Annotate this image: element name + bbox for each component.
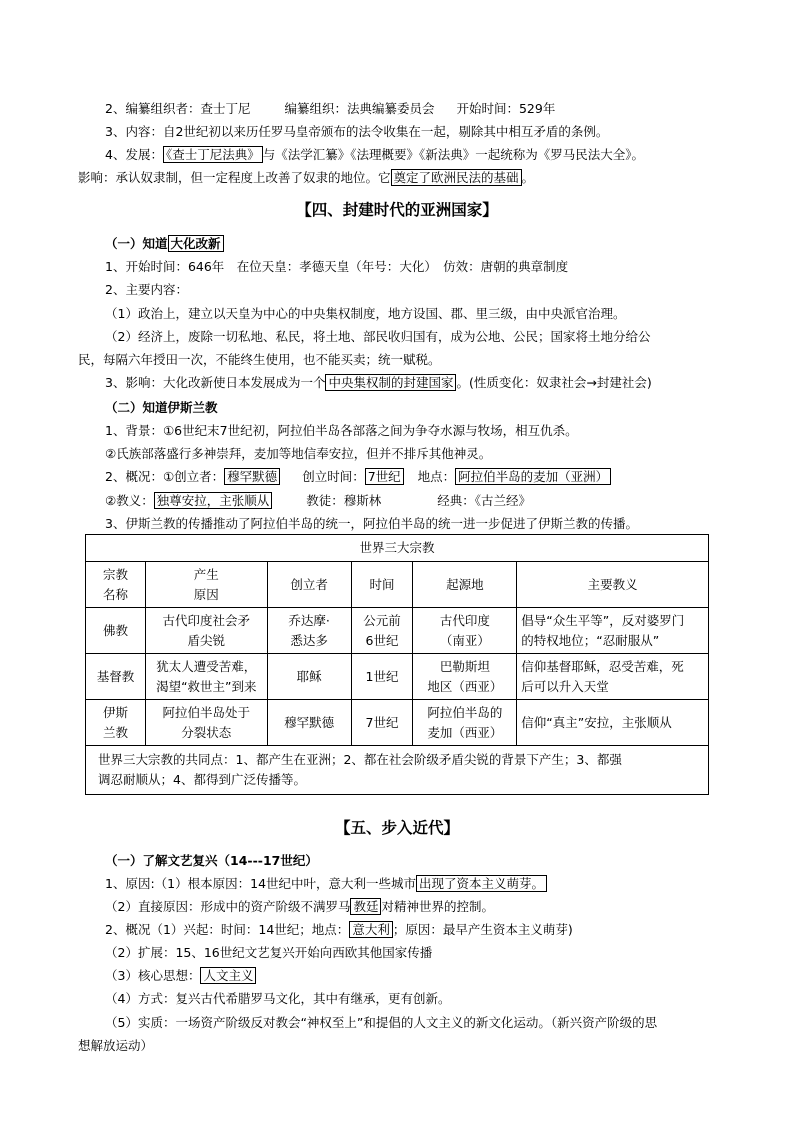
control-text: 对精神世界的控制。 xyxy=(381,899,494,914)
table-note: 世界三大宗教的共同点：1、都产生在亚洲；2、都在社会阶级矛盾尖锐的背景下产生；3、都强 调忍耐顺从；4、都得到广泛传播等。 xyxy=(86,746,709,795)
table-note-row xyxy=(86,746,709,795)
humanism-box: 人文主义 xyxy=(200,967,256,984)
taika-line-4: （2）经济上，废除一切私地、私民，将土地、部民收归国有，成为公地、公民；国家将土地分给公 xyxy=(105,329,651,344)
compiler-text: 2、编纂组织者：查士丁尼 xyxy=(105,101,251,116)
table-cell: 公元前 6世纪 xyxy=(351,608,413,654)
table-cell: 基督教 xyxy=(86,654,146,700)
italy-box: 意大利 xyxy=(349,921,393,938)
table-cell: 古代印度社会矛 盾尖锐 xyxy=(145,608,267,654)
table-cell: 穆罕默德 xyxy=(267,700,351,746)
feudal-state-box: 中央集权制的封建国家 xyxy=(325,374,456,391)
table-cell: 倡导“众生平等”，反对婆罗门 的特权地位；“忍耐服从” xyxy=(517,608,709,654)
taika-box: 大化改新 xyxy=(168,235,224,252)
believers-text: 教徒：穆斯林 xyxy=(306,493,382,508)
islam-line-4 xyxy=(105,491,531,511)
table-cell: 巴勒斯坦 地区（西亚） xyxy=(413,654,517,700)
core-idea-label: （3）核心思想： xyxy=(105,968,201,983)
renaissance-line-7: （5）实质：一场资产阶级反对教会“神权至上”和提倡的人文主义的新文化运动。（新兴资产阶级的思 xyxy=(105,1015,658,1030)
roman-line-2: 3、内容：自2世纪初以来历任罗马皇帝颁布的法令收集在一起，剔除其中相互矛盾的条例。 xyxy=(105,124,609,139)
rise-reason-text: ；原因：最早产生资本主义萌芽) xyxy=(392,922,573,937)
three-religions-table xyxy=(85,534,709,795)
header-cell: 时间 xyxy=(351,562,413,608)
place-label: 地点： xyxy=(417,469,456,484)
roman-line-3 xyxy=(105,145,644,165)
taika-line-1: 1、开始时间：646年 在位天皇：孝德天皇（年号：大化） 仿效：唐朝的典章制度 xyxy=(105,259,569,274)
table-row xyxy=(86,608,709,654)
church-box: 教廷 xyxy=(350,898,381,915)
table-cell: 乔达摩· 悉达多 xyxy=(267,608,351,654)
header-cell: 创立者 xyxy=(267,562,351,608)
table-cell: 耶稣 xyxy=(267,654,351,700)
founder-box: 穆罕默德 xyxy=(224,468,280,485)
renaissance-line-1 xyxy=(105,874,547,894)
roman-line-4 xyxy=(78,168,534,188)
doctrine-box: 独尊安拉，主张顺从 xyxy=(154,492,273,509)
rise-text: 2、概况（1）兴起：时间：14世纪；地点： xyxy=(105,922,350,937)
roman-line-1 xyxy=(105,99,555,119)
table-cell: 阿拉伯半岛的 麦加（西亚） xyxy=(413,700,517,746)
direct-cause-text: （2）直接原因：形成中的资产阶级不满罗马 xyxy=(105,899,351,914)
table-cell: 阿拉伯半岛处于 分裂状态 xyxy=(145,700,267,746)
start-time-text: 开始时间：529年 xyxy=(456,101,556,116)
islam-subheading: （二）知道伊斯兰教 xyxy=(105,400,218,415)
subheading-text: （一）知道 xyxy=(105,236,168,251)
table-cell: 1世纪 xyxy=(351,654,413,700)
islam-line-3 xyxy=(105,467,611,487)
renaissance-line-8: 想解放运动） xyxy=(78,1038,154,1053)
nature-change-text: 。(性质变化：奴隶社会→封建社会) xyxy=(456,375,652,390)
justinian-code-box: 《查士丁尼法典》 xyxy=(163,146,263,163)
header-cell: 主要教义 xyxy=(517,562,709,608)
header-cell: 宗教 名称 xyxy=(86,562,146,608)
section5-title: 【五、步入近代】 xyxy=(334,819,459,837)
impact-text: 3、影响：大化改新使日本发展成为一个 xyxy=(105,375,326,390)
table-cell: 古代印度 （南亚） xyxy=(413,608,517,654)
influence-text: 影响：承认奴隶制，但一定程度上改善了奴隶的地位。它 xyxy=(78,170,391,185)
islam-line-1: 1、背景：①6世纪末7世纪初，阿拉伯半岛各部落之间为争夺水源与牧场，相互仇杀。 xyxy=(105,423,578,438)
founding-time-box: 7世纪 xyxy=(365,468,404,485)
place-box: 阿拉伯半岛的麦加（亚洲） xyxy=(455,468,611,485)
renaissance-line-4: （2）扩展：15、16世纪文艺复兴开始向西欧其他国家传播 xyxy=(105,945,433,960)
table-cell: 7世纪 xyxy=(351,700,413,746)
capitalism-box: 出现了资本主义萌芽。 xyxy=(416,875,547,892)
table-cell: 佛教 xyxy=(86,608,146,654)
taika-line-3: （1）政治上，建立以天皇为中心的中央集权制度，地方设国、郡、里三级，由中央派官治理。 xyxy=(105,306,626,321)
period-text: 。 xyxy=(521,170,535,185)
scripture-text: 经典：《古兰经》 xyxy=(437,493,532,508)
header-cell: 起源地 xyxy=(413,562,517,608)
renaissance-line-2 xyxy=(105,897,494,917)
header-cell: 产生 原因 xyxy=(145,562,267,608)
time-label: 创立时间： xyxy=(302,469,365,484)
taika-line-2: 2、主要内容： xyxy=(105,282,188,297)
taika-line-5: 民，每隔六年授田一次，不能终生使用，也不能买卖；统一赋税。 xyxy=(78,352,441,367)
table-cell: 信仰“真主”安拉，主张顺从 xyxy=(517,700,709,746)
root-cause-text: 1、原因:（1）根本原因：14世纪中叶，意大利一些城市 xyxy=(105,876,417,891)
islam-line-5: 3、伊斯兰教的传播推动了阿拉伯半岛的统一，阿拉伯半岛的统一进一步促进了伊斯兰教的传播。 xyxy=(105,516,638,531)
table-row xyxy=(86,700,709,746)
renaissance-line-6: （4）方式：复兴古代希腊罗马文化，其中有继承，更有创新。 xyxy=(105,991,451,1006)
renaissance-line-5 xyxy=(105,966,256,986)
taika-line-6 xyxy=(105,373,652,393)
label-text: 4、发展： xyxy=(105,147,163,162)
doctrine-label: ②教义： xyxy=(105,493,154,508)
taika-subheading xyxy=(105,234,224,254)
table-cell: 犹太人遭受苦难， 渴望“救世主”到来 xyxy=(145,654,267,700)
table-header-row xyxy=(86,562,709,608)
organization-text: 编纂组织：法典编纂委员会 xyxy=(284,101,435,116)
table-cell: 信仰基督耶稣，忍受苦难，死 后可以升入天堂 xyxy=(517,654,709,700)
table-title-row xyxy=(86,535,709,562)
islam-line-2: ②氏族部落盛行多神崇拜，麦加等地信奉安拉，但并不排斥其他神灵。 xyxy=(105,446,492,461)
development-text: 与《法学汇纂》《法理概要》《新法典》一起统称为《罗马民法大全》。 xyxy=(262,147,644,162)
founder-label: 2、概况：①创立者： xyxy=(105,469,225,484)
section4-title: 【四、封建时代的亚洲国家】 xyxy=(296,201,498,219)
renaissance-line-3 xyxy=(105,920,573,940)
renaissance-subheading: （一）了解文艺复兴（14---17世纪） xyxy=(105,853,318,868)
table-title: 世界三大宗教 xyxy=(86,535,709,562)
civil-law-box: 奠定了欧洲民法的基础 xyxy=(391,169,522,186)
table-cell: 伊斯 兰教 xyxy=(86,700,146,746)
table-row xyxy=(86,654,709,700)
